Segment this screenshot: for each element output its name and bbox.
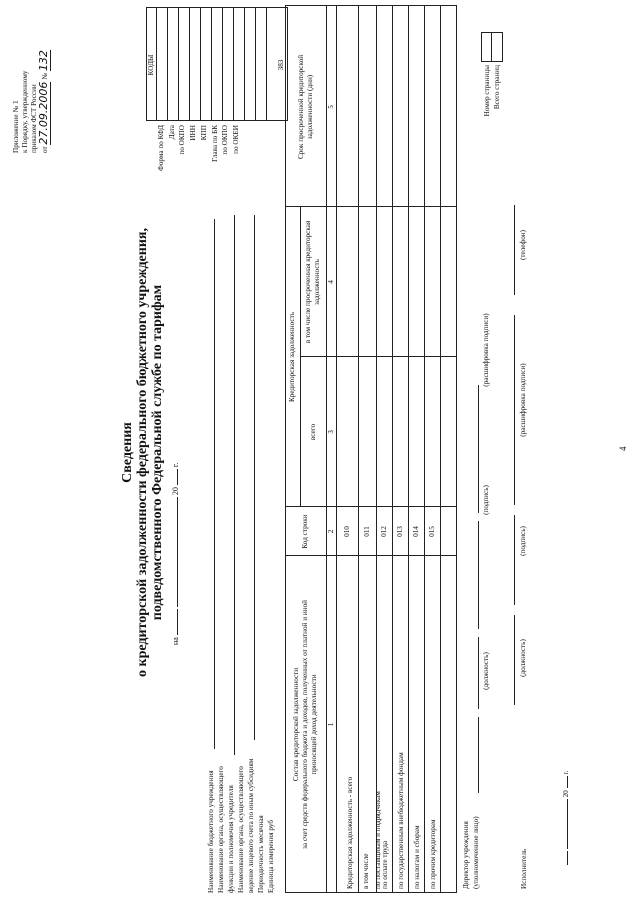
report-date: на 20 г. — [171, 462, 180, 645]
executor-date: 20 г. — [562, 771, 570, 865]
col-num-3: 3 — [326, 430, 335, 434]
row-code: 013 — [395, 526, 404, 537]
table-row: в том числе — [362, 853, 370, 889]
field-founder-2: функции и полномочия учредителя — [227, 785, 235, 893]
handwritten-date: 27.09.2006 — [37, 81, 50, 145]
codes-header: КОДЫ — [146, 54, 155, 76]
row-code: 012 — [379, 526, 388, 537]
annex-line4: от 27.09.2006 № 132 — [37, 50, 50, 153]
director-position-caption: (должность) — [482, 652, 490, 690]
executor-label: Исполнитель — [520, 848, 528, 889]
col4-header: в том числе просроченная кредиторская задолженность — [304, 220, 321, 344]
col3-header: всего — [308, 423, 317, 441]
handwritten-number: 132 — [37, 50, 50, 72]
form-fields — [206, 759, 276, 893]
director-signature-caption: (подпись) — [482, 485, 490, 515]
col-num-4: 4 — [326, 280, 335, 284]
annex-block — [12, 50, 50, 153]
codes-labels: Форма по КФД Дата по ОКПО ИНН КПП Глава по БК по ОКПО по ОКЕИ — [157, 125, 240, 171]
table-row: по прочим кредиторам — [429, 819, 437, 889]
doc-title-line3: подведомственного Федеральной службе по тарифам — [150, 284, 165, 621]
table-row: по государственным внебюджетным фондам — [397, 752, 405, 889]
row-code: 011 — [362, 526, 371, 537]
col2-header: Код строки — [301, 514, 309, 549]
doc-title: Сведения — [120, 422, 135, 483]
director-label: Директор учреждения (уполномоченное лицо) — [462, 816, 480, 889]
page-number-label: Номер страницы — [483, 65, 491, 117]
table-row: по оплате труда — [381, 840, 389, 889]
field-account-1: Наименование органа, осуществляющего — [237, 766, 245, 893]
table-row: по налогам и сборам — [413, 825, 421, 889]
field-founder-1: Наименование органа, осуществляющего — [217, 766, 225, 893]
field-periodicity: Периодичность месячная — [257, 815, 265, 893]
executor-decoding-caption: (расшифровка подписи) — [519, 363, 527, 437]
col5-header: Срок просроченной кредиторской задолженности (дни) — [296, 54, 314, 160]
doc-title-line2: о кредиторской задолженности федерального бюджетного учреждения, — [135, 228, 150, 677]
row-code: 014 — [411, 526, 420, 537]
field-institution: Наименование бюджетного учреждения — [207, 770, 215, 893]
okei-code: 383 — [276, 59, 285, 71]
col-num-5: 5 — [326, 105, 335, 109]
row-code: 010 — [342, 526, 351, 537]
total-pages-label: Всего страниц — [493, 65, 501, 110]
field-unit: Единица измерения руб — [267, 820, 275, 893]
phone-caption: (телефон) — [519, 229, 527, 261]
col-num-1: 1 — [326, 722, 335, 727]
page-number: 4 — [618, 446, 628, 451]
executor-signature-caption: (подпись) — [519, 526, 527, 556]
table-row: по поставщикам и подрядчикам — [374, 791, 382, 889]
annex-line2: к Порядку, утвержденному — [21, 70, 29, 153]
annex-line1: Приложение № 1 — [12, 100, 20, 153]
page-info — [482, 65, 502, 145]
director-decoding-caption: (расшифровка подписи) — [482, 313, 490, 387]
col-num-2: 2 — [326, 529, 335, 534]
field-account-2: ведение лицевого счета по иным субсидиям — [247, 758, 255, 893]
table-row: Кредиторская задолженность - всего — [346, 776, 354, 889]
page-number-box — [481, 32, 503, 62]
executor-position-caption: (должность) — [519, 639, 527, 677]
debt-header: Кредиторская задолженность — [288, 312, 296, 402]
row-code: 015 — [427, 526, 436, 537]
annex-line3: приказом ФСТ России — [30, 84, 38, 153]
col1-header: Состав кредиторской задолженности за счет средств федерального бюджета и доходов, полученных от платной и иной приносящей доход деятельности — [292, 600, 318, 849]
